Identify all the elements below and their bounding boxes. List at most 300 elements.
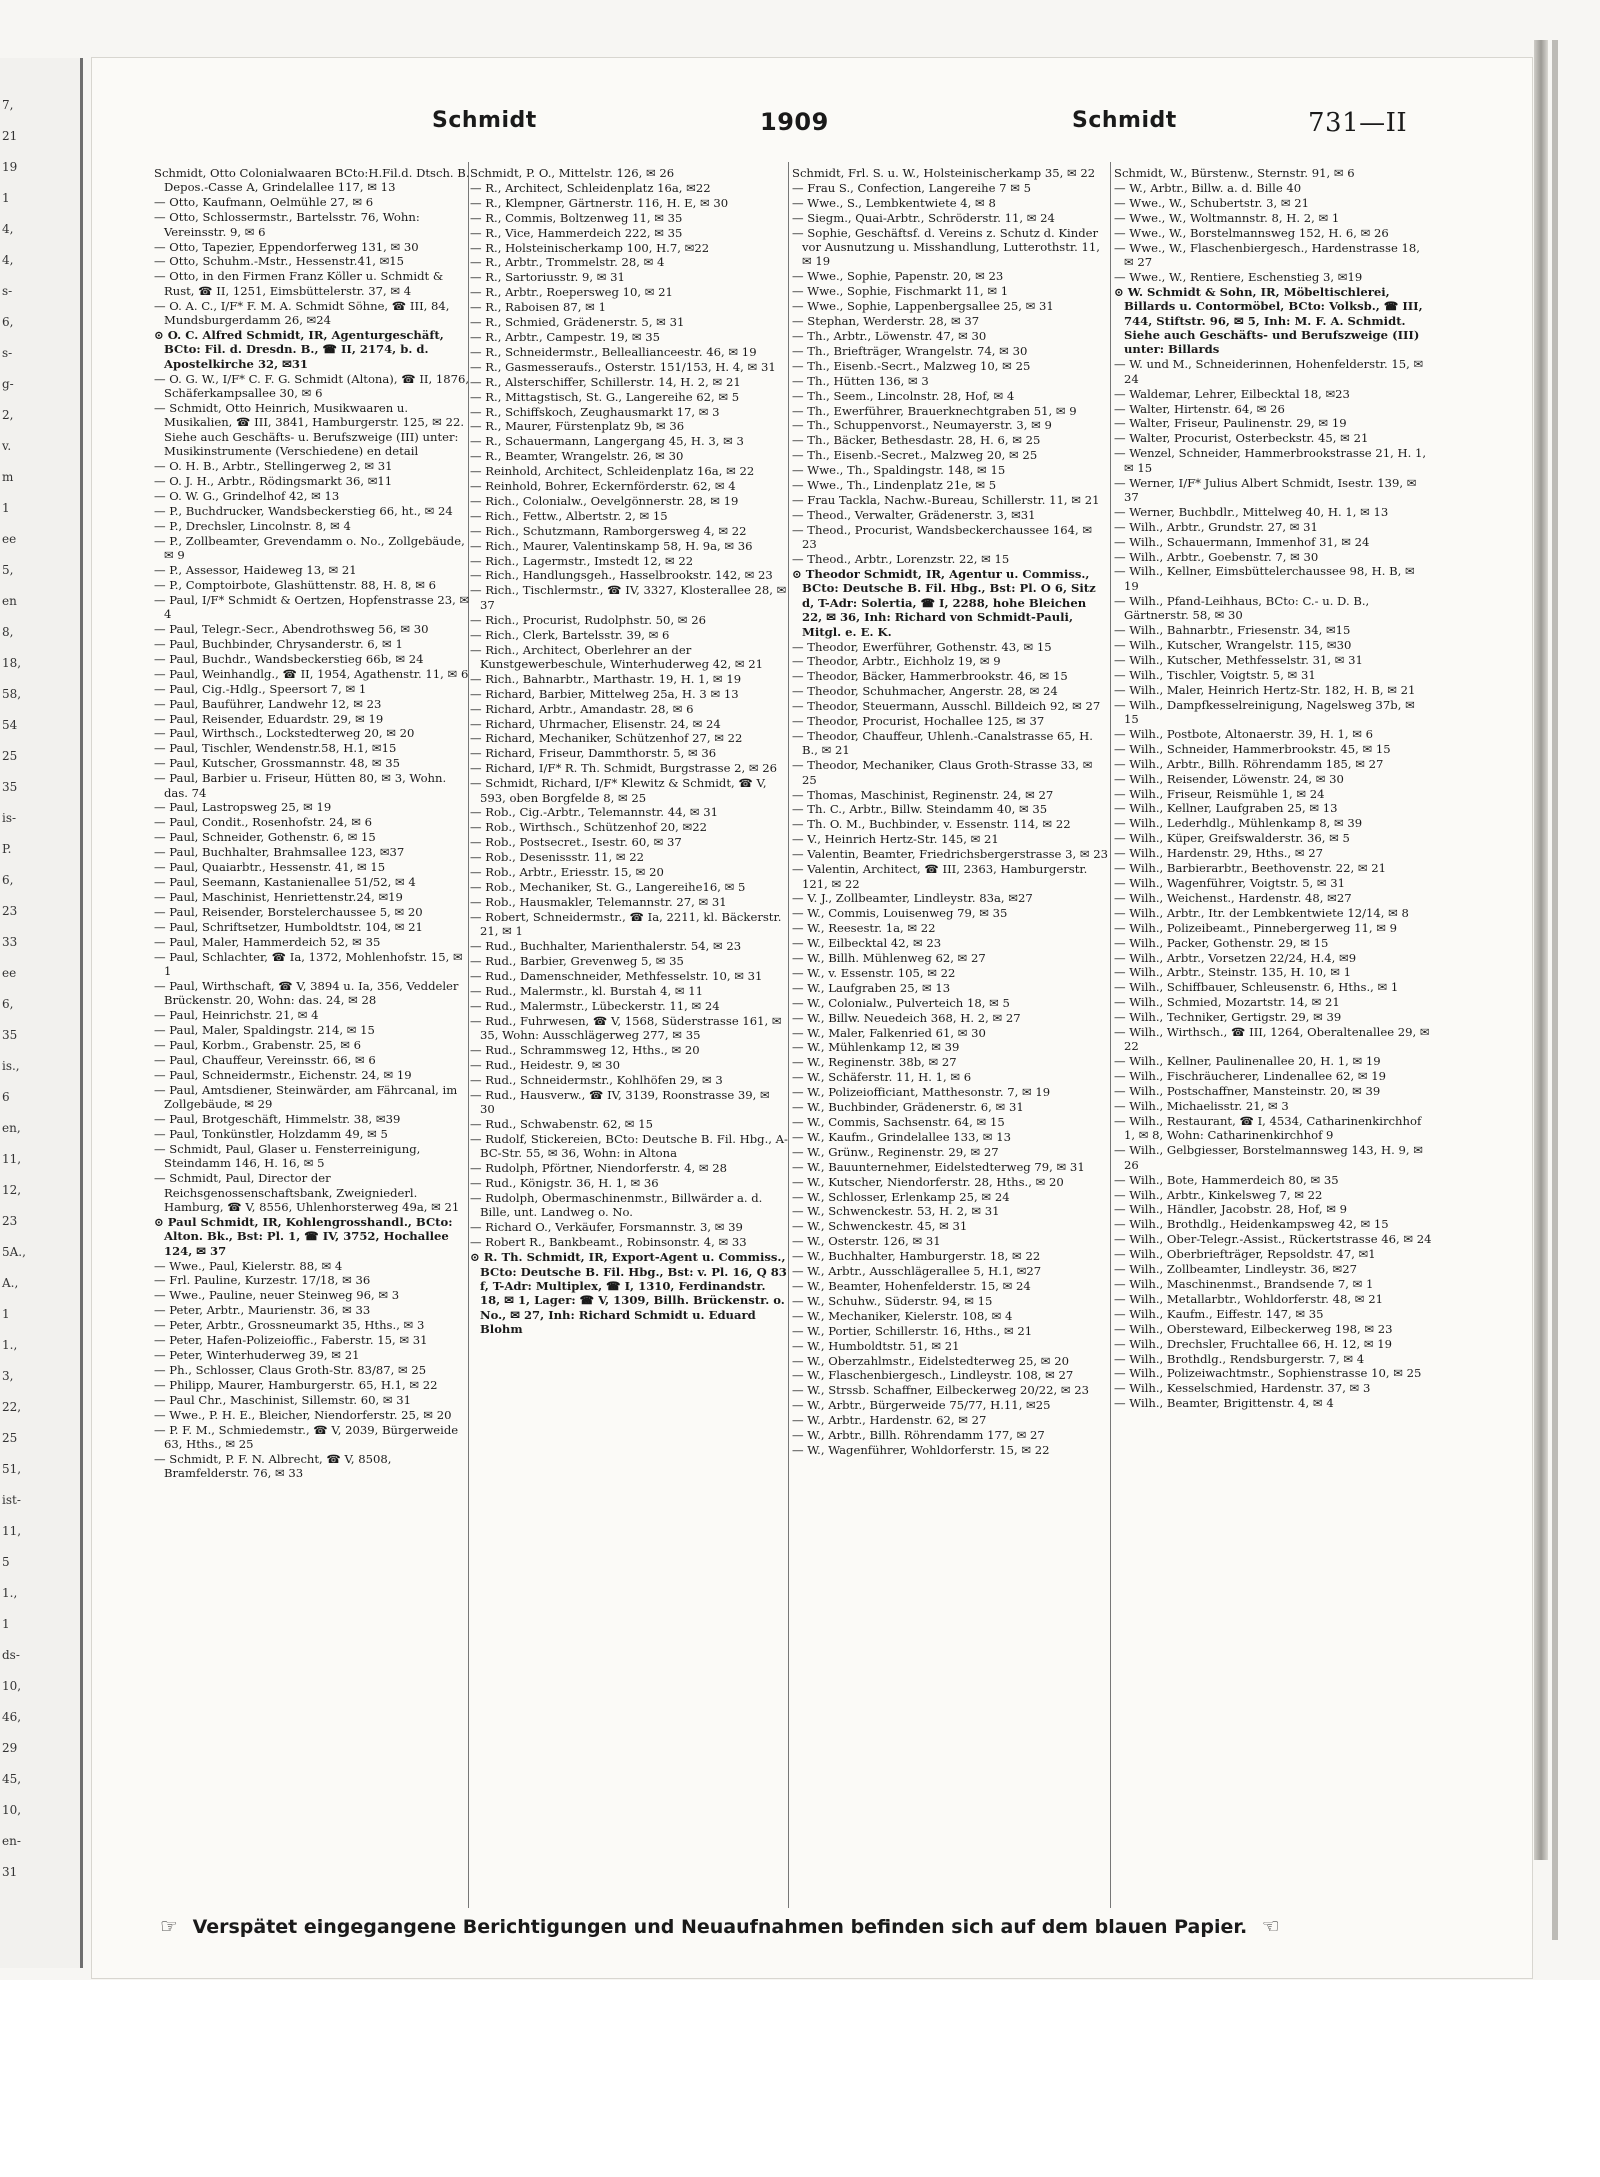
directory-entry: — Rud., Malermstr., Lübeckerstr. 11, ✉ 24 (470, 998, 720, 1013)
directory-entry: — Richard, Uhrmacher, Elisenstr. 24, ✉ 24 (470, 716, 721, 731)
directory-entry: — Paul, Kutscher, Grossmannstr. 48, ✉ 35 (154, 756, 401, 771)
adjacent-page-fragment: g- (2, 377, 14, 391)
adjacent-page-fragment: 7, (2, 98, 14, 112)
directory-entry: — Paul, Telegr.-Secr., Abendrothsweg 56, ✉ 30 (154, 622, 429, 637)
directory-entry: — W., Arbtr., Bürgerweide 75/77, H.11, ✉25 (792, 1398, 1051, 1413)
directory-entry: — Wilh., Dampfkesselreinigung, Nagelsweg 37b, ✉ 15 (1114, 697, 1415, 727)
directory-entry: — Rich., Maurer, Valentinskamp 58, H. 9a, ✉ 36 (470, 538, 753, 553)
directory-entry: — Wwe., Paul, Kielerstr. 88, ✉ 4 (154, 1258, 343, 1273)
directory-entry: — Schmidt, Paul, Glaser u. Fensterreinigung, Steindamm 146, H. 16, ✉ 5 (154, 1141, 421, 1171)
directory-entry: — Rich., Clerk, Bartelsstr. 39, ✉ 6 (470, 627, 670, 642)
directory-entry: — Wilh., Arbtr., Goebenstr. 7, ✉ 30 (1114, 549, 1319, 564)
directory-entry: — P., Assessor, Haideweg 13, ✉ 21 (154, 562, 357, 577)
adjacent-page-fragment: 1 (2, 1617, 10, 1631)
directory-entry: — W., Arbtr., Billw. a. d. Bille 40 (1114, 180, 1302, 195)
adjacent-page-fragment: ds- (2, 1648, 20, 1662)
directory-entry: — Wilh., Arbtr., Itr. der Lembkentwiete 12/14, ✉ 8 (1114, 905, 1409, 920)
directory-entry: — W., Laufgraben 25, ✉ 13 (792, 980, 951, 995)
directory-entry: — Theodor, Mechaniker, Claus Groth-Strasse 33, ✉ 25 (792, 758, 1093, 787)
page-edge-shadow (1552, 40, 1558, 1940)
directory-entry: ⊙ Paul Schmidt, IR, Kohlengrosshandl., BCto: Alton. Bk., Bst: Pl. 1, ☎ IV, 3752, Hochallee 124, ✉ 37 (154, 1214, 453, 1258)
directory-entry: — Rob., Desenissstr. 11, ✉ 22 (470, 850, 645, 865)
header-year: 1909 (760, 108, 829, 136)
adjacent-page-fragment: 11, (2, 1524, 22, 1538)
directory-entry: — W., Osterstr. 126, ✉ 31 (792, 1234, 941, 1249)
directory-entry: — Wilh., Postschaffner, Mansteinstr. 20, ✉ 39 (1114, 1084, 1381, 1099)
directory-entry: — Paul, Schlachter, ☎ Ia, 1372, Mohlenhofstr. 15, ✉ 1 (154, 949, 463, 978)
directory-entry: — W., Arbtr., Billh. Röhrendamm 177, ✉ 27 (792, 1428, 1045, 1443)
directory-entry: — Wenzel, Schneider, Hammerbrookstrasse 21, H. 1, ✉ 15 (1114, 446, 1427, 475)
directory-entry: — Wwe., Sophie, Fischmarkt 11, ✉ 1 (792, 284, 1009, 299)
directory-entry: — Stephan, Werderstr. 28, ✉ 37 (792, 314, 980, 329)
directory-entry: — Peter, Hafen-Polizeioffic., Faberstr. 15, ✉ 31 (154, 1333, 428, 1348)
directory-entry: — Rud., Heidestr. 9, ✉ 30 (470, 1057, 621, 1072)
directory-entry: — Paul, Korbm., Grabenstr. 25, ✉ 6 (154, 1037, 361, 1052)
directory-entry: — Wilh., Arbtr., Kinkelsweg 7, ✉ 22 (1114, 1187, 1323, 1202)
directory-entry: — Robert, Schneidermstr., ☎ Ia, 2211, kl. Bäckerstr. 21, ✉ 1 (470, 909, 782, 939)
directory-entry: — Wilh., Drechsler, Fruchtallee 66, H. 12, ✉ 19 (1114, 1336, 1393, 1351)
directory-entry: — V., Heinrich Hertz-Str. 145, ✉ 21 (792, 832, 999, 847)
directory-entry: Schmidt, P. O., Mittelstr. 126, ✉ 26 (470, 166, 675, 180)
directory-entry: — Wwe., W., Woltmannstr. 8, H. 2, ✉ 1 (1114, 210, 1340, 225)
directory-entry: — R., Commis, Boltzenweg 11, ✉ 35 (470, 210, 683, 225)
directory-entry: — Wilh., Schiffbauer, Schleusenstr. 6, Hths., ✉ 1 (1114, 980, 1399, 995)
directory-entry: — Paul, Tonkünstler, Holzdamm 49, ✉ 5 (154, 1126, 388, 1141)
directory-entry: — Wilh., Kellner, Paulinenallee 20, H. 1, ✉ 19 (1114, 1054, 1381, 1069)
directory-entry: — Otto, Kaufmann, Oelmühle 27, ✉ 6 (154, 195, 374, 210)
directory-entry: — Peter, Winterhuderweg 39, ✉ 21 (154, 1348, 360, 1362)
directory-entry: — W., Arbtr., Ausschlägerallee 5, H.1, ✉27 (792, 1264, 1042, 1279)
directory-entry: — W., Mühlenkamp 12, ✉ 39 (792, 1040, 960, 1055)
directory-entry: — Wilh., Küper, Greifswalderstr. 36, ✉ 5 (1114, 831, 1350, 846)
directory-entry: — Paul, Bauführer, Landwehr 12, ✉ 23 (154, 696, 382, 711)
directory-entry: — Wilh., Techniker, Gertigstr. 29, ✉ 39 (1114, 1010, 1342, 1025)
adjacent-page-fragment: ee (2, 532, 17, 546)
directory-entry: — Wilh., Zollbeamter, Lindleystr. 36, ✉27 (1114, 1262, 1357, 1277)
directory-entry: Schmidt, Otto Colonialwaaren BCto:H.Fil.d. Dtsch. B. Depos.-Casse A, Grindelallee 117, ✉ 13 (154, 166, 470, 195)
adjacent-page-fragment: 2, (2, 408, 14, 422)
directory-entry: — Wilh., Packer, Gothenstr. 29, ✉ 15 (1114, 935, 1329, 950)
directory-entry: — Wwe., S., Lembkentwiete 4, ✉ 8 (792, 195, 996, 210)
directory-entry: Schmidt, Frl. S. u. W., Holsteinischerkamp 35, ✉ 22 (792, 166, 1096, 180)
page-header (92, 108, 1532, 148)
directory-entry: — Th., Hütten 136, ✉ 3 (792, 373, 929, 388)
directory-entry: — Th., Arbtr., Löwenstr. 47, ✉ 30 (792, 328, 987, 343)
directory-entry: — Wilh., Bahnarbtr., Friesenstr. 34, ✉15 (1114, 623, 1351, 638)
directory-entry: — Wilh., Arbtr., Grundstr. 27, ✉ 31 (1114, 519, 1318, 534)
directory-entry: — P., Comptoirbote, Glashüttenstr. 88, H. 8, ✉ 6 (154, 577, 437, 592)
adjacent-page-fragment: 35 (2, 1028, 18, 1042)
directory-entry: — Theod., Procurist, Wandsbeckerchaussee 164, ✉ 23 (792, 522, 1093, 552)
directory-entry: — Wilh., Metallarbtr., Wohldorferstr. 48, ✉ 21 (1114, 1291, 1383, 1306)
directory-entry: — Wilh., Händler, Jacobstr. 28, Hof, ✉ 9 (1114, 1202, 1347, 1217)
directory-entry: — Paul, Barbier u. Friseur, Hütten 80, ✉ 3, Wohn. das. 74 (154, 771, 447, 800)
directory-entry: — R., Vice, Hammerdeich 222, ✉ 35 (470, 225, 683, 240)
directory-entry: — Wilh., Barbierarbtr., Beethovenstr. 22, ✉ 21 (1114, 861, 1387, 876)
directory-entry: — Th., Seem., Lincolnstr. 28, Hof, ✉ 4 (792, 388, 1015, 403)
directory-column-4 (1114, 166, 1432, 1908)
adjacent-page-fragment: 19 (2, 160, 18, 174)
directory-entry: — Wilh., Hardenstr. 29, Hths., ✉ 27 (1114, 846, 1324, 861)
directory-entry: — W., Kutscher, Niendorferstr. 28, Hths., ✉ 20 (792, 1174, 1064, 1189)
directory-entry: — Wilh., Maschinenmst., Brandsende 7, ✉ 1 (1114, 1276, 1374, 1291)
adjacent-page-fragment: 1., (2, 1338, 18, 1352)
directory-entry: — R., Mittagstisch, St. G., Langereihe 62, ✉ 5 (470, 389, 740, 404)
directory-entry: — V. J., Zollbeamter, Lindleystr. 83a, ✉27 (792, 891, 1033, 906)
directory-entry: — R., Arbtr., Campestr. 19, ✉ 35 (470, 329, 660, 344)
directory-entry: — Waldemar, Lehrer, Eilbecktal 18, ✉23 (1114, 386, 1350, 401)
directory-entry: Schmidt, W., Bürstenw., Sternstr. 91, ✉ 6 (1114, 166, 1355, 180)
adjacent-page-fragment: 1., (2, 1586, 18, 1600)
adjacent-page-fragment: s- (2, 284, 13, 298)
directory-entry: — Rud., Malermstr., kl. Burstah 4, ✉ 11 (470, 983, 703, 998)
adjacent-page-fragment: 12, (2, 1183, 22, 1197)
adjacent-page-fragment: 5, (2, 563, 14, 577)
directory-entry: — W., Strssb. Schaffner, Eilbeckerweg 20/22, ✉ 23 (792, 1383, 1089, 1398)
directory-entry: — Wilh., Kellner, Eimsbüttelerchaussee 98, H. B, ✉ 19 (1114, 564, 1415, 593)
adjacent-page-fragment: v. (2, 439, 12, 453)
directory-entry: — Paul, I/F* Schmidt & Oertzen, Hopfenstrasse 23, ✉ 4 (154, 592, 470, 622)
directory-entry: — Wilh., Wagenführer, Voigtstr. 5, ✉ 31 (1114, 876, 1345, 890)
directory-entry: — Paul, Schneidermstr., Eichenstr. 24, ✉ 19 (154, 1067, 412, 1082)
directory-entry: — W., Kaufm., Grindelallee 133, ✉ 13 (792, 1129, 1011, 1144)
adjacent-page-fragment: 6 (2, 1090, 10, 1104)
directory-entry: — Th. O. M., Buchbinder, v. Essenstr. 114, ✉ 22 (792, 817, 1071, 832)
directory-entry: — Walter, Procurist, Osterbeckstr. 45, ✉ 21 (1114, 431, 1369, 446)
adjacent-page-fragment: is- (2, 811, 17, 825)
directory-entry: — Paul, Brotgeschäft, Himmelstr. 38, ✉39 (154, 1112, 401, 1126)
adjacent-page-fragment: 45, (2, 1772, 22, 1786)
directory-entry: — Wilh., Polizeiwachtmstr., Sophienstrasse 10, ✉ 25 (1114, 1366, 1422, 1381)
directory-entry: — R., Schmied, Grädenerstr. 5, ✉ 31 (470, 315, 685, 330)
directory-entry: — W., Eilbecktal 42, ✉ 23 (792, 936, 942, 951)
directory-entry: — Theodor, Steuermann, Ausschl. Billdeich 92, ✉ 27 (792, 699, 1101, 714)
adjacent-page-fragment: 5 (2, 1555, 10, 1569)
directory-entry: — Richard, Arbtr., Amandastr. 28, ✉ 6 (470, 701, 694, 716)
directory-entry: — W., Schlosser, Erlenkamp 25, ✉ 24 (792, 1189, 1010, 1204)
directory-entry: — Wwe., Sophie, Papenstr. 20, ✉ 23 (792, 269, 1004, 284)
directory-entry: — O. A. C., I/F* F. M. A. Schmidt Söhne, ☎ III, 84, Mundsburgerdamm 26, ✉24 (154, 298, 450, 328)
directory-entry: — Wilh., Lederhdlg., Mühlenkamp 8, ✉ 39 (1114, 816, 1363, 831)
directory-entry: — Rob., Hausmakler, Telemannstr. 27, ✉ 31 (470, 894, 727, 909)
directory-entry: — Wilh., Schauermann, Immenhof 31, ✉ 24 (1114, 534, 1370, 549)
directory-entry: — Peter, Arbtr., Grossneumarkt 35, Hths., ✉ 3 (154, 1318, 425, 1333)
directory-entry: — Wwe., W., Borstelmannsweg 152, H. 6, ✉ 26 (1114, 225, 1389, 240)
adjacent-page-fragment: 4, (2, 253, 14, 267)
directory-entry: — W., Beamter, Hohenfelderstr. 15, ✉ 24 (792, 1278, 1031, 1293)
directory-entry: — Wilh., Kutscher, Wrangelstr. 115, ✉30 (1114, 638, 1352, 652)
directory-entry: — Sophie, Geschäftsf. d. Vereins z. Schutz d. Kinder vor Ausnutzung u. Misshandlung, Lutterothstr. 11, ✉ 19 (792, 225, 1100, 269)
adjacent-page-fragment: 6, (2, 873, 14, 887)
directory-entry: — Werner, Buchbdlr., Mittelweg 40, H. 1, ✉ 13 (1114, 504, 1389, 519)
directory-entry: — Wilh., Schneider, Hammerbrookstr. 45, ✉ 15 (1114, 741, 1391, 756)
directory-entry: — Paul, Heinrichstr. 21, ✉ 4 (154, 1008, 319, 1023)
directory-entry: — Paul, Quaiarbtr., Hessenstr. 41, ✉ 15 (154, 860, 386, 875)
adjacent-page-fragment: 3, (2, 1369, 14, 1383)
directory-entry: — Schmidt, P. F. N. Albrecht, ☎ V, 8508, Bramfelderstr. 76, ✉ 33 (154, 1451, 392, 1481)
directory-entry: — W., Humboldtstr. 51, ✉ 21 (792, 1338, 960, 1353)
directory-entry: — Paul, Amtsdiener, Steinwärder, am Fährcanal, im Zollgebäude, ✉ 29 (154, 1082, 458, 1112)
directory-entry: — Theodor, Chauffeur, Uhlenh.-Canalstrasse 65, H. B., ✉ 21 (792, 728, 1093, 758)
directory-entry: — R., Raboisen 87, ✉ 1 (470, 300, 606, 315)
adjacent-page-fragment: 25 (2, 1431, 18, 1445)
adjacent-page-fragment: is., (2, 1059, 20, 1073)
directory-entry: — Richard, Barbier, Mittelweg 25a, H. 3 ✉ 13 (470, 686, 739, 701)
adjacent-page-fragment: 1 (2, 1307, 10, 1321)
directory-entry: — Wilh., Michaelisstr. 21, ✉ 3 (1114, 1099, 1289, 1114)
directory-entry: — Walter, Hirtenstr. 64, ✉ 26 (1114, 401, 1285, 416)
directory-entry: — Reinhold, Architect, Schleidenplatz 16a, ✉ 22 (470, 464, 755, 479)
directory-entry: — Walter, Friseur, Paulinenstr. 29, ✉ 19 (1114, 416, 1347, 431)
directory-entry: — Wwe., Pauline, neuer Steinweg 96, ✉ 3 (154, 1288, 400, 1303)
directory-entry: — Wilh., Tischler, Voigtstr. 5, ✉ 31 (1114, 667, 1316, 682)
directory-entry: — Rich., Handlungsgeh., Hasselbrookstr. 142, ✉ 23 (470, 568, 773, 583)
directory-entry: — Theod., Arbtr., Lorenzstr. 22, ✉ 15 (792, 552, 1010, 567)
directory-entry: — R., Gasmesseraufs., Osterstr. 151/153, H. 4, ✉ 31 (470, 359, 776, 374)
adjacent-page-fragment: 10, (2, 1679, 22, 1693)
directory-entry: — Thomas, Maschinist, Reginenstr. 24, ✉ 27 (792, 787, 1054, 802)
directory-entry: ⊙ Theodor Schmidt, IR, Agentur u. Commiss., BCto: Deutsche B. Fil. Hbg., Bst: Pl. O 6, Sitz d, T-Adr: Solertia, ☎ I, 2288, hohe Bleichen 22, ✉ 36, Inh: Richard von Schmidt-Pauli, Mitgl. e. E. K. (792, 566, 1096, 639)
directory-entry: — Valentin, Beamter, Friedrichsbergerstrasse 3, ✉ 23 (792, 847, 1108, 862)
directory-entry: — Wwe., Sophie, Lappenbergsallee 25, ✉ 31 (792, 299, 1054, 314)
directory-entry: — W., Billh. Mühlenweg 62, ✉ 27 (792, 951, 986, 966)
directory-entry: — W., Commis, Louisenweg 79, ✉ 35 (792, 906, 1008, 921)
directory-entry: — Paul, Wirthschaft, ☎ V, 3894 u. Ia, 356, Veddeler Brückenstr. 20, Wohn: das. 24, ✉ 28 (154, 978, 459, 1008)
directory-entry: — Rob., Wirthsch., Schützenhof 20, ✉22 (470, 820, 707, 835)
directory-entry: — O. G. W., I/F* C. F. G. Schmidt (Altona), ☎ II, 1876, Schäferkampsallee 30, ✉ 6 (154, 371, 470, 401)
adjacent-page-fragment: 58, (2, 687, 22, 701)
adjacent-page-fragment: 6, (2, 997, 14, 1011)
directory-entry: — Rich., Procurist, Rudolphstr. 50, ✉ 26 (470, 612, 706, 627)
directory-entry: — Theodor, Schuhmacher, Angerstr. 28, ✉ 24 (792, 684, 1058, 699)
directory-entry: — Frau S., Confection, Langereihe 7 ✉ 5 (792, 180, 1031, 195)
directory-entry: — Wilh., Arbtr., Billh. Röhrendamm 185, ✉ 27 (1114, 756, 1384, 771)
directory-entry: — Rud., Damenschneider, Methfesselstr. 10, ✉ 31 (470, 968, 763, 983)
directory-entry: — Wilh., Pfand-Leihhaus, BCto: C.- u. D. B., Gärtnerstr. 58, ✉ 30 (1114, 593, 1370, 623)
directory-entry: — Rob., Mechaniker, St. G., Langereihe16, ✉ 5 (470, 880, 746, 894)
directory-entry: — Rich., Tischlermstr., ☎ IV, 3327, Klosterallee 28, ✉ 37 (470, 583, 787, 612)
directory-entry: — Paul, Buchbinder, Chrysanderstr. 6, ✉ 1 (154, 637, 403, 651)
adjacent-page-fragment: P. (2, 842, 12, 856)
directory-entry: — Wilh., Gelbgiesser, Borstelmannsweg 143, H. 9, ✉ 26 (1114, 1143, 1423, 1172)
directory-entry: — Wilh., Obersteward, Eilbeckerweg 198, ✉ 23 (1114, 1321, 1393, 1336)
directory-entry: — Paul Chr., Maschinist, Sillemstr. 60, ✉ 31 (154, 1392, 411, 1407)
directory-entry: — Wwe., W., Schubertstr. 3, ✉ 21 (1114, 195, 1309, 210)
directory-entry: — Wwe., P. H. E., Bleicher, Niendorferstr. 25, ✉ 20 (154, 1407, 452, 1422)
directory-entry: — W., Bauunternehmer, Eidelstedterweg 79, ✉ 31 (792, 1159, 1085, 1174)
directory-entry: — Wilh., Kellner, Laufgraben 25, ✉ 13 (1114, 801, 1338, 816)
adjacent-page-fragment: A., (2, 1276, 19, 1290)
directory-entry: — R., Beamter, Wrangelstr. 26, ✉ 30 (470, 449, 684, 464)
scan-margin (0, 1980, 1600, 2177)
directory-entry: — Otto, in den Firmen Franz Köller u. Schmidt & Rust, ☎ II, 1251, Eimsbüttelerstr. 37, ✉ 4 (154, 269, 444, 298)
header-surname-left: Schmidt (432, 108, 537, 133)
adjacent-page-fragment: 51, (2, 1462, 22, 1476)
directory-entry: — Paul, Buchhalter, Brahmsallee 123, ✉37 (154, 845, 405, 860)
directory-entry: — Theodor, Bäcker, Hammerbrookstr. 46, ✉ 15 (792, 669, 1068, 684)
adjacent-page-fragment: ee (2, 966, 17, 980)
directory-entry: — Paul, Buchdr., Wandsbeckerstieg 66b, ✉ 24 (154, 651, 424, 666)
directory-entry: — R., Schiffskoch, Zeughausmarkt 17, ✉ 3 (470, 404, 720, 419)
directory-entry: — Th., Ewerführer, Brauerknechtgraben 51, ✉ 9 (792, 403, 1077, 418)
directory-entry: — Otto, Schlossermstr., Bartelsstr. 76, Wohn: Vereinsstr. 9, ✉ 6 (154, 210, 420, 239)
directory-entry: — Richard, Friseur, Dammthorstr. 5, ✉ 36 (470, 746, 717, 761)
adjacent-page-fragment: 10, (2, 1803, 22, 1817)
directory-entry: — Wilh., Brothdlg., Rendsburgerstr. 7, ✉ 4 (1114, 1351, 1365, 1366)
footer-notice-text: Verspätet eingegangene Berichtigungen und Neuaufnahmen befinden sich auf dem blauen Papier. (192, 1916, 1248, 1938)
adjacent-page-fragment: 31 (2, 1865, 18, 1879)
directory-entry: — W., Arbtr., Hardenstr. 62, ✉ 27 (792, 1413, 987, 1428)
directory-entry: — Rich., Bahnarbtr., Marthastr. 19, H. 1, ✉ 19 (470, 671, 742, 686)
directory-entry: — Rudolph, Obermaschinenmstr., Billwärder a. d. Bille, unt. Landweg o. No. (470, 1191, 763, 1220)
directory-entry: — W., Schuhw., Süderstr. 94, ✉ 15 (792, 1293, 993, 1308)
directory-entry: — Wilh., Restaurant, ☎ I, 4534, Catharinenkirchhof 1, ✉ 8, Wohn: Catharinenkirchhof 9 (1114, 1114, 1422, 1143)
adjacent-page-fragment: 4, (2, 222, 14, 236)
directory-entry: — R., Klempner, Gärtnerstr. 116, H. E, ✉ 30 (470, 195, 729, 210)
directory-entry: — R., Alsterschiffer, Schillerstr. 14, H. 2, ✉ 21 (470, 374, 741, 389)
directory-entry: — Otto, Tapezier, Eppendorferweg 131, ✉ 30 (154, 239, 419, 254)
directory-entry: — W., Billw. Neuedeich 368, H. 2, ✉ 27 (792, 1010, 1021, 1025)
directory-entry: ⊙ R. Th. Schmidt, IR, Export-Agent u. Commiss., BCto: Deutsche B. Fil. Hbg., Bst: v. Pl. 16, Q 83 f, T-Adr: Multiplex, ☎ I, 1310, Ferdinandstr. 18, ✉ 1, Lager: ☎ V, 1309, Billh. Brückenstr. o. No., ✉ 27, Inh: Richard Schmidt u. Eduard Blohm (470, 1250, 787, 1337)
directory-entry: — Paul, Maler, Spaldingstr. 214, ✉ 15 (154, 1023, 375, 1038)
directory-entry: — Paul, Chauffeur, Vereinsstr. 66, ✉ 6 (154, 1052, 376, 1067)
directory-entry: — R., Arbtr., Trommelstr. 28, ✉ 4 (470, 255, 665, 270)
directory-entry: — Th. C., Arbtr., Billw. Steindamm 40, ✉ 35 (792, 802, 1048, 817)
directory-entry: — W., Flaschenbiergesch., Lindleystr. 108, ✉ 27 (792, 1368, 1074, 1383)
directory-column-2 (470, 166, 788, 1908)
directory-entry: — Rud., Schneidermstr., Kohlhöfen 29, ✉ 3 (470, 1072, 723, 1087)
directory-column-3 (792, 166, 1110, 1908)
directory-entry: ⊙ W. Schmidt & Sohn, IR, Möbeltischlerei, Billards u. Contormöbel, BCto: Volksb., ☎ III, 744, Stiftstr. 96, ✉ 5, Inh: M. F. A. Schmidt. Siehe auch Geschäfts- und Berufszweige (III) unter: Billards (1114, 284, 1423, 357)
directory-entry: — W., Mechaniker, Kielerstr. 108, ✉ 4 (792, 1308, 1013, 1323)
directory-entry: — Th., Eisenb.-Secrt., Malzweg 10, ✉ 25 (792, 358, 1031, 373)
adjacent-page-fragment: 46, (2, 1710, 22, 1724)
directory-entry: — Paul, Weinhandlg., ☎ II, 1954, Agathenstr. 11, ✉ 6 (154, 666, 469, 681)
directory-page (92, 58, 1532, 1978)
adjacent-page-fragment: en (2, 594, 17, 608)
adjacent-page-fragment: 29 (2, 1741, 18, 1755)
adjacent-page-fragment: 1 (2, 191, 10, 205)
directory-entry: — Rob., Cig.-Arbtr., Telemannstr. 44, ✉ 31 (470, 805, 719, 820)
directory-entry: — W., Portier, Schillerstr. 16, Hths., ✉ 21 (792, 1323, 1033, 1338)
directory-entry: — Paul, Lastropsweg 25, ✉ 19 (154, 800, 332, 815)
directory-entry: — W., Colonialw., Pulverteich 18, ✉ 5 (792, 995, 1010, 1010)
directory-entry: — Siegm., Quai-Arbtr., Schröderstr. 11, ✉ 24 (792, 210, 1055, 225)
adjacent-page-fragment: 8, (2, 625, 14, 639)
directory-entry: — P. F. M., Schmiedemstr., ☎ V, 2039, Bürgerweide 63, Hths., ✉ 25 (154, 1422, 459, 1451)
directory-entry: — Rud., Buchhalter, Marienthalerstr. 54, ✉ 23 (470, 939, 742, 954)
directory-entry: — W., Commis, Sachsenstr. 64, ✉ 15 (792, 1115, 1005, 1129)
directory-entry: — O. H. B., Arbtr., Stellingerweg 2, ✉ 31 (154, 459, 393, 474)
directory-entry: — Rich., Fettw., Albertstr. 2, ✉ 15 (470, 508, 668, 523)
previous-page-edge (0, 58, 83, 1968)
directory-entry: — W., Polizeiofficiant, Matthesonstr. 7, ✉ 19 (792, 1085, 1051, 1100)
directory-entry: — Wilh., Kutscher, Methfesselstr. 31, ✉ 31 (1114, 652, 1363, 667)
directory-entry: — Wwe., Th., Spaldingstr. 148, ✉ 15 (792, 463, 1006, 478)
directory-entry: — Wilh., Wirthsch., ☎ III, 1264, Oberaltenallee 29, ✉ 22 (1114, 1025, 1430, 1054)
adjacent-page-fragment: 25 (2, 749, 18, 763)
column-divider (1110, 162, 1111, 1908)
directory-entry: — R., Schauermann, Langergang 45, H. 3, ✉ 3 (470, 434, 744, 449)
pointing-hand-icon: ☞ (160, 1914, 178, 1938)
adjacent-page-fragment: 11, (2, 1152, 22, 1166)
directory-entry: — W., Buchhalter, Hamburgerstr. 18, ✉ 22 (792, 1249, 1041, 1264)
header-surname-right: Schmidt (1072, 108, 1177, 133)
directory-entry: — Paul, Reisender, Eduardstr. 29, ✉ 19 (154, 711, 384, 726)
directory-entry: — Rich., Colonialw., Oevelgönnerstr. 28, ✉ 19 (470, 493, 739, 508)
directory-entry: — Wwe., W., Flaschenbiergesch., Hardenstrasse 18, ✉ 27 (1114, 240, 1420, 269)
directory-entry: — Philipp, Maurer, Hamburgerstr. 65, H.1, ✉ 22 (154, 1377, 438, 1392)
directory-entry: — W., Schwenckestr. 53, H. 2, ✉ 31 (792, 1204, 1000, 1219)
footer-notice (152, 1914, 1452, 1940)
adjacent-page-fragment: 1 (2, 501, 10, 515)
directory-entry: — Frau Tackla, Nachw.-Bureau, Schillerstr. 11, ✉ 21 (792, 492, 1100, 507)
adjacent-page-fragment: 22, (2, 1400, 22, 1414)
directory-entry: — Th., Schuppenvorst., Neumayerstr. 3, ✉ 9 (792, 418, 1052, 433)
directory-entry: — Frl. Pauline, Kurzestr. 17/18, ✉ 36 (154, 1273, 371, 1288)
directory-entry: — Rud., Fuhrwesen, ☎ V, 1568, Süderstrasse 161, ✉ 35, Wohn: Ausschlägerweg 277, ✉ 35 (470, 1013, 782, 1043)
directory-entry: — Schmidt, Richard, I/F* Klewitz & Schmidt, ☎ V, 593, oben Borgfelde 8, ✉ 25 (470, 776, 767, 805)
directory-entry: — W., Buchbinder, Grädenerstr. 6, ✉ 31 (792, 1100, 1024, 1115)
directory-entry: — W., Grünw., Reginenstr. 29, ✉ 27 (792, 1144, 999, 1159)
directory-entry: — W., Wagenführer, Wohldorferstr. 15, ✉ 22 (792, 1442, 1050, 1457)
directory-entry: — R., Maurer, Fürstenplatz 9b, ✉ 36 (470, 419, 685, 434)
header-page-number: 731—II (1308, 108, 1408, 138)
adjacent-page-fragment: ist- (2, 1493, 21, 1507)
adjacent-page-fragment: en- (2, 1834, 21, 1848)
directory-entry: — Th., Briefträger, Wrangelstr. 74, ✉ 30 (792, 343, 1028, 358)
directory-entry: — Ph., Schlosser, Claus Groth-Str. 83/87, ✉ 25 (154, 1362, 427, 1377)
directory-entry: — Theodor, Arbtr., Eichholz 19, ✉ 9 (792, 654, 1001, 669)
directory-entry: — Rud., Schwabenstr. 62, ✉ 15 (470, 1117, 653, 1131)
directory-entry: — Wilh., Maler, Heinrich Hertz-Str. 182, H. B, ✉ 21 (1114, 682, 1416, 697)
adjacent-page-fragment: m (2, 470, 14, 484)
directory-entry: — Richard O., Verkäufer, Forsmannstr. 3, ✉ 39 (470, 1220, 743, 1235)
directory-entry: ⊙ O. C. Alfred Schmidt, IR, Agenturgeschäft, BCto: Fil. d. Dresdn. B., ☎ II, 2174, b. d. Apostelkirche 32, ✉31 (154, 327, 444, 371)
directory-entry: — Wilh., Arbtr., Vorsetzen 22/24, H.4, ✉9 (1114, 950, 1357, 965)
directory-entry: — Rud., Hausverw., ☎ IV, 3139, Roonstrasse 39, ✉ 30 (470, 1087, 770, 1117)
directory-entry: — W., Maler, Falkenried 61, ✉ 30 (792, 1025, 986, 1040)
directory-entry: — Valentin, Architect, ☎ III, 2363, Hamburgerstr. 121, ✉ 22 (792, 862, 1088, 891)
directory-entry: — Rud., Königstr. 36, H. 1, ✉ 36 (470, 1176, 659, 1191)
directory-entry: — R., Schneidermstr., Belleallianceestr. 46, ✉ 19 (470, 344, 757, 359)
directory-entry: — Rich., Schutzmann, Ramborgersweg 4, ✉ 22 (470, 523, 747, 538)
directory-entry: — Otto, Schuhm.-Mstr., Hessenstr.41, ✉15 (154, 254, 405, 269)
adjacent-page-fragment: 54 (2, 718, 18, 732)
directory-column-1 (154, 166, 472, 1908)
adjacent-page-fragment: 21 (2, 129, 18, 143)
directory-entry: — Wilh., Arbtr., Steinstr. 135, H. 10, ✉ 1 (1114, 965, 1352, 980)
directory-entry: — Wilh., Reisender, Löwenstr. 24, ✉ 30 (1114, 771, 1344, 786)
directory-entry: — W. und M., Schneiderinnen, Hohenfelderstr. 15, ✉ 24 (1114, 357, 1424, 386)
directory-entry: — Theodor, Ewerführer, Gothenstr. 43, ✉ 15 (792, 639, 1052, 654)
adjacent-page-fragment: 18, (2, 656, 22, 670)
directory-entry: — Schmidt, Paul, Director der Reichsgenossenschaftsbank, Zweigniederl. Hamburg, ☎ V, 8556, Uhlenhorsterweg 49a, ✉ 21 (154, 1171, 460, 1214)
directory-entry: — O. W. G., Grindelhof 42, ✉ 13 (154, 488, 340, 503)
directory-entry: — W., Oberzahlmstr., Eidelstedterweg 25, ✉ 20 (792, 1353, 1069, 1368)
adjacent-page-fragment: 23 (2, 904, 18, 918)
adjacent-page-fragment: 33 (2, 935, 18, 949)
directory-entry: — Wilh., Kesselschmied, Hardenstr. 37, ✉ 3 (1114, 1381, 1371, 1396)
directory-entry: — Rich., Architect, Oberlehrer an der Kunstgewerbeschule, Winterhuderweg 42, ✉ 21 (470, 642, 764, 671)
directory-entry: — Paul, Condit., Rosenhofstr. 24, ✉ 6 (154, 815, 373, 830)
directory-entry: — Paul, Seemann, Kastanienallee 51/52, ✉ 4 (154, 875, 416, 889)
directory-entry: — Rob., Arbtr., Eriesstr. 15, ✉ 20 (470, 865, 664, 880)
directory-entry: — W., Schwenckestr. 45, ✉ 31 (792, 1219, 968, 1234)
directory-entry: — Wilh., Postbote, Altonaerstr. 39, H. 1, ✉ 6 (1114, 726, 1374, 741)
directory-entry: — R., Sartoriusstr. 9, ✉ 31 (470, 270, 625, 285)
directory-entry: — Paul, Wirthsch., Lockstedterweg 20, ✉ 20 (154, 726, 415, 741)
